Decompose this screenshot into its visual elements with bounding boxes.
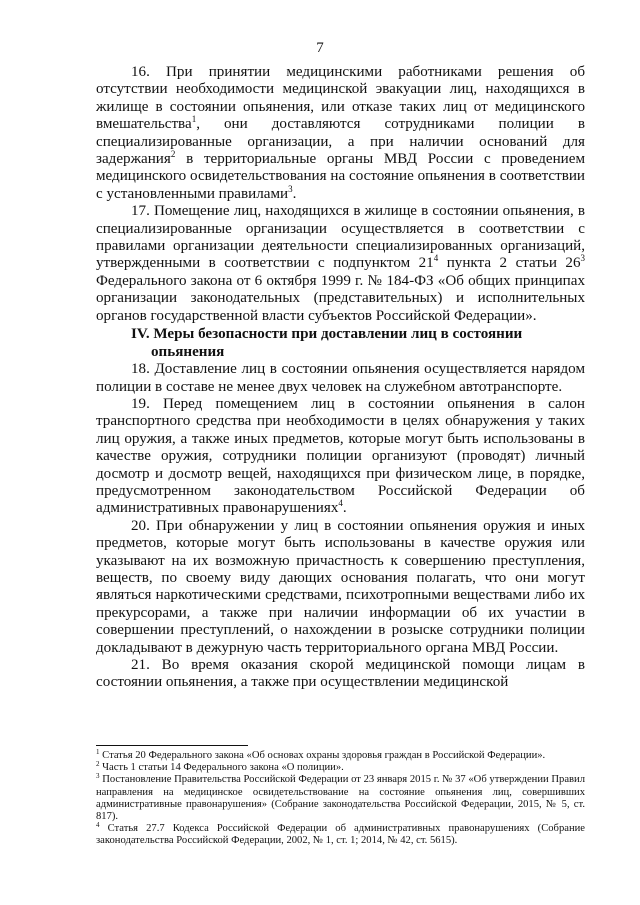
paragraph-18 (96, 361, 585, 396)
paragraph-16 (96, 64, 585, 203)
footnote-mark: 2 (96, 760, 100, 769)
footnote-ref: 3 (580, 253, 585, 264)
footnote-mark: 4 (96, 821, 100, 830)
footnote (96, 774, 585, 823)
paragraph-text: 20. При обнаружении у лиц в состоянии опьянения оружия и иных предметов, которые могут быть использованы в качестве оружия или указывают на их возможную причастность к совершению преступления, веществ, по своему виду дающих основания полагать, что они могут являться наркотическими средствами, психотропными веществами либо их прекурсорами, а также при наличии информации об их участии в совершении преступлений, о нахождении в розыске сотрудники полиции докладывают в дежурную часть территориального органа МВД России. (96, 517, 585, 656)
body-text (96, 64, 585, 692)
section-heading-line: опьянения (151, 344, 225, 361)
footnote (96, 762, 585, 774)
paragraph-text: в территориальные органы МВД России с проведением медицинского освидетельствования на состояние опьянения в соответствии с установленными правилами (96, 151, 585, 202)
footnote (96, 750, 585, 762)
footnote-text: Статья 20 Федерального закона «Об основах охраны здоровья граждан в Российской Федерации». (99, 750, 546, 761)
footnote-mark: 1 (96, 748, 100, 756)
paragraph-text: . (292, 185, 297, 202)
footnote (96, 823, 585, 847)
footnotes (96, 750, 585, 848)
footnote-text: Часть 1 статьи 14 Федерального закона «О полиции». (99, 762, 344, 774)
section-heading (96, 325, 585, 361)
footnote-ref: 4 (338, 498, 343, 509)
footnote-ref: 2 (170, 149, 176, 160)
footnote-divider (96, 745, 248, 746)
footnote-ref: 1 (191, 114, 197, 125)
paragraph-text: , они доставляются сотрудниками полиции в специализированные организации, а при наличии оснований для задержания (96, 116, 585, 168)
paragraph-21 (96, 657, 585, 692)
paragraph-19 (96, 396, 585, 518)
paragraph-text: 18. Доставление лиц в состоянии опьянения осуществляется нарядом полиции в составе не менее двух человек на служебном автотранспорте. (96, 361, 585, 395)
paragraph-20 (96, 518, 585, 657)
section-heading-line: IV. Меры безопасности при доставлении лиц в состоянии (131, 326, 523, 343)
paragraph-text: 21. Во время оказания скорой медицинской помощи лицам в состоянии опьянения, а также при осуществлении медицинской (96, 657, 585, 691)
paragraph-text: 19. Перед помещением лиц в состоянии опьянения в салон транспортного средства при необходимости в целях обнаружения у таких лиц оружия, а также иных предметов, которые могут быть использованы в качестве оружия, сотрудники полиции организуют (проводят) личный досмотр и досмотр вещей, находящихся при физическом лице, в порядке, предусмотренном законодательством Российской Федерации об административных правонарушениях (96, 395, 585, 517)
footnote-ref: 4 (433, 253, 439, 264)
paragraph-text: 17. Помещение лиц, находящихся в жилище в состоянии опьянения, в специализированные организации осуществляется в соответствии с правилами организации деятельности специализированных организаций, утвержденными в соответствии с подпунктом 21 (96, 203, 585, 272)
paragraph-text: 16. При принятии медицинскими работниками решения об отсутствии необходимости медицинской эвакуации лиц, находящихся в жилище в состоянии опьянения, или отказе таких лиц от медицинского вмешательства (96, 64, 585, 133)
page-number: 7 (316, 40, 324, 56)
footnote-text: Постановление Правительства Российской Федерации от 23 января 2015 г. № 37 «Об утверждении Правил направления на медицинское освидетельствование на состояние опьянения лиц, совершивших административные правонарушения» (Собрание законодательства Российской Федерации, 2015, № 5, ст. 817). (96, 774, 585, 823)
footnote-mark: 3 (96, 772, 100, 781)
paragraph-text: пункта 2 статьи 26 (438, 255, 581, 272)
footnote-ref: 3 (288, 183, 293, 194)
paragraph-17 (96, 203, 585, 325)
paragraph-text: . (342, 500, 347, 517)
paragraph-text: Федерального закона от 6 октября 1999 г. № 184-ФЗ «Об общих принципах организации законодательных (представительных) и исполнительных органов государственной власти субъектов Российской Федерации». (96, 272, 585, 324)
footnote-text: Статья 27.7 Кодекса Российской Федерации об административных правонарушениях (Собрание законодательства Российской Федерации, 2002, № 1, ст. 1; 2014, № 42, ст. 5615). (96, 823, 585, 847)
